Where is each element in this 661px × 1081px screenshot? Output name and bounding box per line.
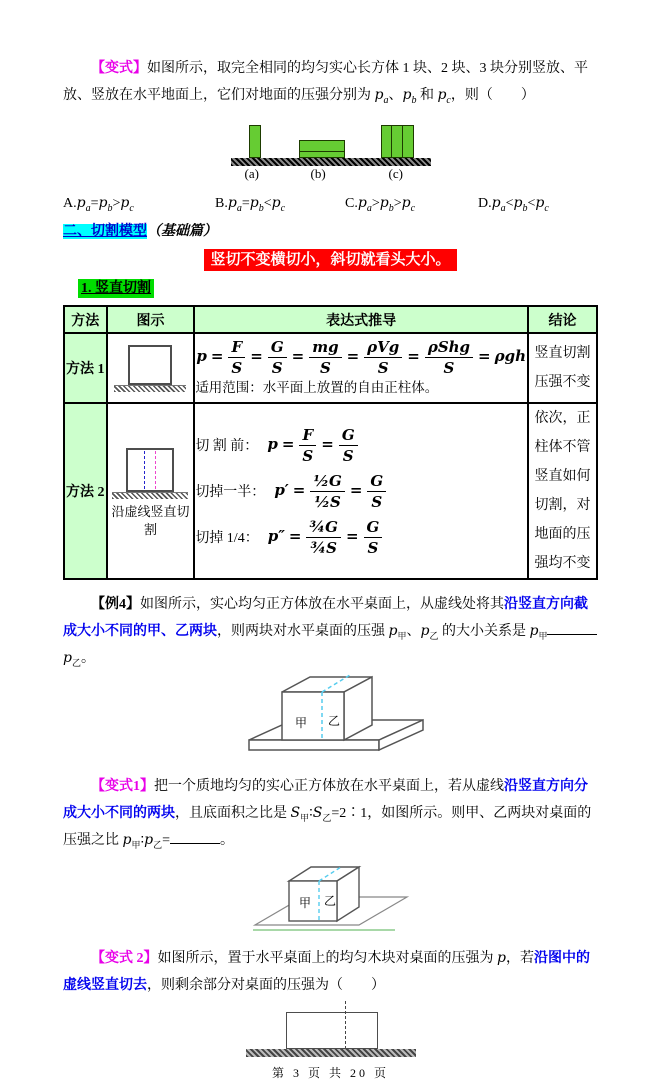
method-1-diagram (110, 342, 190, 394)
cut-quarter-label: 切掉 1/4： (195, 531, 259, 546)
variant-2-tag: 【变式 2】 (91, 951, 158, 966)
variant-tag: 【变式】 (91, 61, 147, 76)
method-2-diagram-cell (107, 403, 195, 579)
method-1-diagram-cell (107, 333, 195, 403)
math-p: p (529, 623, 539, 639)
method-2-conclusion: 依次，正柱体不管竖直如何切割，对地面的压强均不变 (528, 403, 597, 579)
variant-2-bold-blue: 沿图中的虚线竖直切去 (63, 951, 590, 993)
before-cut-formula: p = $\frac{F}{S}$ = $\frac{G}{S}$ (266, 426, 359, 465)
sub-c: c (446, 94, 451, 106)
sub-yi: 乙 (322, 812, 332, 823)
separator: 、 (406, 624, 421, 639)
sub-yi: 乙 (153, 839, 163, 850)
before-cut-line (195, 426, 527, 465)
math-p: p (388, 623, 398, 639)
pressure-formula-chain: p = $\frac{F}{S}$ = $\frac{G}{S}$ = $\frac{mg}{S}$ = ρVg S = ρShg S = ρgh (196, 337, 526, 377)
before-cut-label: 切 割 前： (195, 439, 259, 454)
wood-block (286, 1012, 378, 1049)
label-b: (b) (310, 166, 326, 181)
variant-text-1: 如图所示，取完全相同的均匀实心长方体 1 块、2 块、3 块分别竖放、平放、竖放在水平地面上，它们对地面的压强分别为 (63, 61, 588, 103)
method-2-label: 方法 2 (64, 403, 107, 579)
cut-half-formula: p′ = $\frac{\text{½G}}{\text{½S}}$ = $\frac{G}{S}$ (273, 472, 388, 511)
separator: 、 (388, 88, 403, 103)
variant-1-equals: = (162, 833, 171, 848)
block-a (249, 125, 261, 158)
variant-1 (63, 773, 598, 854)
option-a: $A.p_a=p_b>p_c$ (63, 195, 134, 214)
label-a: (a) (244, 166, 259, 181)
section-2-suffix: （基础篇） (147, 224, 217, 239)
mnemonic-banner: 竖切不变横切小，斜切就看头大小。 (204, 249, 456, 271)
ground-hatch (231, 158, 431, 166)
cut-line-dashed (345, 1001, 346, 1049)
square-block (126, 448, 174, 492)
answer-blank (170, 830, 220, 844)
option-d: $D.p_a<p_b<p_c$ (478, 195, 549, 214)
example-4-tag: 【例4】 (91, 597, 140, 612)
cut-half-label: 切掉一半： (195, 485, 266, 500)
method-2-derivation (194, 403, 528, 579)
header-derivation: 表达式推导 (194, 306, 528, 333)
table-header-row (64, 306, 597, 333)
figure-cube-on-sheet (63, 855, 598, 940)
subsection-vertical-cut: 1. 竖直切割 (78, 279, 154, 298)
label-jia: 甲 (298, 896, 311, 910)
and-text: 和 (416, 88, 438, 103)
variant-2-text-2: ，若 (505, 951, 534, 966)
variant-1-text-1: 把一个质地均匀的实心正方体放在水平桌面上，若从虚线 (154, 779, 504, 794)
variant-1-text-3: ，如图所示。则甲、乙两块对桌面的压强之比 (63, 806, 592, 848)
sub-b: b (411, 94, 417, 106)
example-4-text-2: ，则两块对水平桌面的压强 (217, 624, 389, 639)
method-1-derivation (194, 333, 528, 403)
math-S: S (290, 805, 301, 821)
cube-table-svg (225, 674, 437, 764)
variant-1-tag: 【变式1】 (91, 779, 154, 794)
table-front-face (249, 740, 379, 750)
math-p: p (122, 832, 132, 848)
problem-variant-top (63, 55, 598, 109)
variant-1-period: 。 (220, 833, 235, 848)
example-4-text-1: 如图所示，实心均匀正方体放在水平桌面上，从虚线处将其 (140, 597, 504, 612)
method-1-label: 方法 1 (64, 333, 107, 403)
sub-jia: 甲 (300, 812, 310, 823)
label-yi: 乙 (327, 714, 340, 728)
variant-2-text-1: 如图所示，置于水平桌面上的均匀木块对桌面的压强为 (157, 951, 497, 966)
cut-line-blue (144, 451, 145, 489)
answer-blank (547, 621, 597, 635)
label-c: (c) (388, 166, 403, 181)
sub-a: a (383, 94, 389, 106)
variant-1-text-2: ，且底面积之比是 (175, 806, 291, 821)
block-c-3 (402, 125, 414, 158)
table-row-method-1 (64, 333, 597, 403)
math-S: S (312, 805, 323, 821)
math-p: p (374, 87, 384, 103)
math-p: p (144, 832, 154, 848)
method-1-conclusion: 竖直切割压强不变 (528, 333, 597, 403)
math-p: p (402, 87, 412, 103)
method-table (63, 305, 598, 580)
cut-quarter-line (195, 518, 527, 557)
figure-cube-on-table (63, 674, 598, 769)
sub-yi: 乙 (71, 657, 81, 668)
option-b: $B.p_a=p_b<p_c$ (215, 195, 286, 214)
ground-hatch (112, 492, 188, 499)
option-c: $C.p_a>p_b>p_c$ (345, 195, 416, 214)
method-2-caption: 沿虚线竖直切割 (111, 503, 190, 537)
figure-blocks (231, 115, 431, 183)
math-p: p (63, 650, 72, 666)
block-b-bottom (299, 151, 345, 159)
ground-hatch (246, 1049, 416, 1057)
page-footer: 第 3 页 共 20 页 (271, 1066, 389, 1080)
math-p: p (420, 623, 430, 639)
sub-jia: 甲 (131, 839, 141, 850)
example-4 (63, 591, 598, 672)
label-yi: 乙 (323, 894, 336, 908)
cut-quarter-formula: p″ = $\frac{\text{¾G}}{\text{¾S}}$ = $\frac{G}{S}$ (267, 518, 385, 557)
applicable-scope: 适用范围：水平面上放置的自由正柱体。 (195, 379, 439, 395)
cube-sheet-svg (245, 855, 417, 935)
sub-jia: 甲 (538, 630, 548, 641)
ratio-value: =2∶1 (331, 806, 368, 821)
method-2-diagram (110, 444, 190, 500)
variant-1-bold-blue: 沿竖直方向分成大小不同的两块 (63, 779, 588, 821)
square-block (128, 345, 172, 385)
figure-block-cut (246, 1001, 416, 1058)
ratio-colon: ∶ (309, 806, 313, 821)
ratio-colon: ∶ (140, 833, 145, 848)
sub-yi: 乙 (429, 630, 439, 641)
sub-jia: 甲 (397, 630, 407, 641)
table-row-method-2 (64, 403, 597, 579)
example-4-bold-blue: 沿竖直方向截成大小不同的甲、乙两块 (63, 597, 588, 639)
ground-hatch (114, 385, 186, 392)
header-conclusion: 结论 (528, 306, 597, 333)
label-jia: 甲 (294, 716, 307, 730)
cut-line-magenta (155, 451, 156, 489)
section-2-title: 二、切割模型 (63, 224, 147, 239)
cut-half-line (195, 472, 527, 511)
header-diagram: 图示 (107, 306, 195, 333)
section-2-heading (63, 220, 598, 244)
options-row (63, 192, 598, 215)
variant-2-text-3: ，则剩余部分对桌面的压强为（ ） (147, 978, 385, 993)
example-4-text-3: 的大小关系是 (438, 624, 530, 639)
example-4-text-4: 。 (80, 651, 95, 666)
variant-text-2: ，则（ ） (450, 88, 535, 103)
math-p: p (437, 87, 447, 103)
math-p: p (497, 950, 506, 966)
header-method: 方法 (64, 306, 107, 333)
variant-2 (63, 945, 598, 999)
